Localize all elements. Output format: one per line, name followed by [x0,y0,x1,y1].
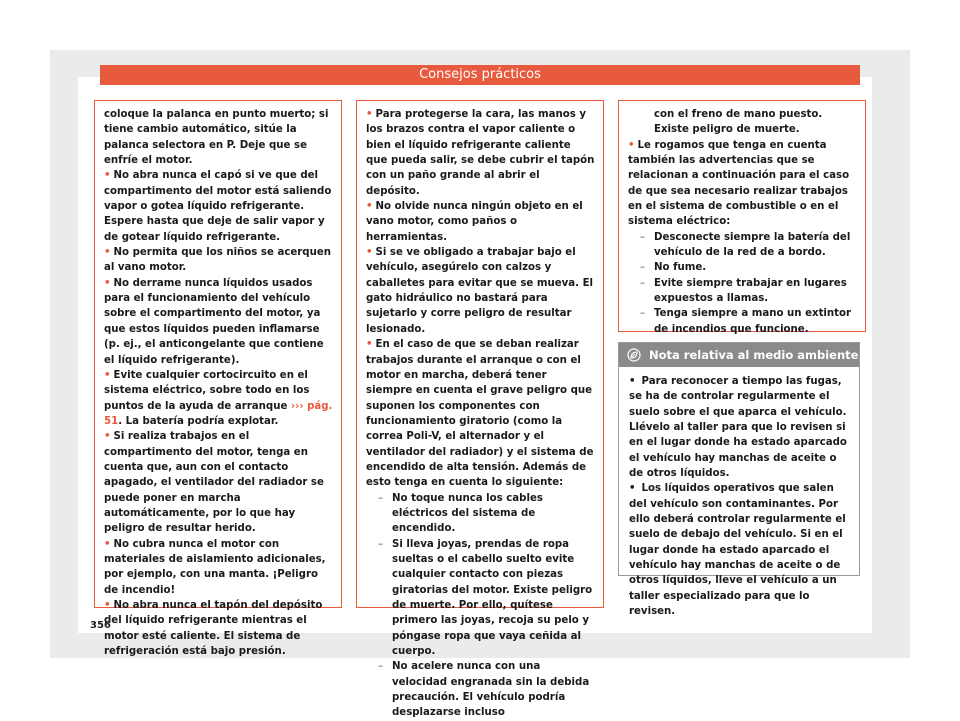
list-item: • No abra nunca el capó si ve que del compartimento del motor está saliendo vapor o gotea líquido refrigerante. Espere hasta que deje de salir vapor y de gotear líquido refrigerante. [104,170,332,243]
list-item: • Si se ve obligado a trabajar bajo el vehículo, asegúrelo con calzos y caballetes para evitar que se mueva. El gato hidráulico no bastará para sujetarlo y corre peligro de resultar lesionado. [366,247,594,335]
note-title: Nota relativa al medio ambiente [649,348,859,362]
warning-column-2 [356,100,604,719]
note-header [619,343,859,367]
note-body [619,367,859,620]
bullet-icon: • [629,376,636,387]
continuation-text: con el freno de mano puesto. Existe peligro de muerte. [654,109,823,136]
bullet-icon: • [629,483,636,495]
sub-list-item: – No fume. [628,260,857,275]
sub-list-item: – Tenga siempre a mano un extintor de incendios que funcione. [640,308,852,335]
sub-list-item: – Evite siempre trabajar en lugares expuestos a llamas. [640,277,847,305]
list-item: • Para reconocer a tiempo las fugas, se ha de controlar regularmente el suelo sobre el que aparca el vehículo. Llévelo al taller para que lo revisen si en el lugar donde ha estado aparcado el vehículo hay manchas de aceite o de otros líquidos. [629,376,847,480]
list-item: • Evite cualquier cortocircuito en el sistema eléctrico, sobre todo en los puntos de la ayuda de arranque ››› pág. 51. La batería podría explotar. [104,369,333,427]
bullet-icon: • [366,109,373,120]
bullet-icon: • [104,170,111,182]
bullet-icon: • [104,277,111,289]
leaf-icon [627,348,641,362]
bullet-icon: • [104,431,111,443]
dash-icon: – [378,492,384,504]
list-item: • No permita que los niños se acerquen al vano motor. [104,247,331,274]
dash-icon: – [378,661,384,673]
sub-list-item: – No acelere nunca con una velocidad engranada sin la debida precaución. El vehículo podría desplazarse incluso [378,661,590,719]
dash-icon: – [640,262,646,274]
list-item: • En el caso de que se deban realizar trabajos durante el arranque o con el motor en marcha, deberá tener siempre en cuenta el grave peligro que suponen los componentes con funcionamiento giratorio (como la correa Poli-V, el alternador y el ventilador del radiador) y el sistema de encendido de alta tensión. Además de esto tenga en cuenta lo siguiente: [366,339,594,489]
list-item: • Si realiza trabajos en el compartimento del motor, tenga en cuenta que, aun con el contacto apagado, el ventilador del radiador se puede poner en marcha automáticamente, por lo que hay peligro de resultar herido. [104,431,324,535]
dash-icon: – [378,538,384,550]
section-header: Consejos prácticos [100,65,860,85]
dash-icon: – [640,277,646,289]
sub-list-item: – Desconecte siempre la batería del vehículo de la red de a bordo. [640,231,851,259]
bullet-icon: • [104,369,111,381]
bullet-icon: • [104,247,111,259]
list-item: • No derrame nunca líquidos usados para el funcionamiento del vehículo sobre el compartimento del motor, ya que estos líquidos pueden inflamarse (p. ej., el anticongelante que contiene el líquido refrigerante). [104,277,324,366]
list-item: • No cubra nunca el motor con materiales de aislamiento adicionales, por ejemplo, con una manta. ¡Peligro de incendio! [104,538,326,596]
dash-icon: – [640,231,646,243]
dash-icon: – [640,308,646,320]
bullet-icon: • [104,600,111,611]
lead-text: coloque la palanca en punto muerto; si tiene cambio automático, sitúe la palanca selectora en P. Deje que se enfríe el motor. [104,109,329,167]
sub-list-item: – No toque nunca los cables eléctricos del sistema de encendido. [378,492,543,535]
list-item: • Para protegerse la cara, las manos y los brazos contra el vapor caliente o bien el líquido refrigerante caliente que pueda salir, se debe cubrir el tapón con un paño grande al abrir el depósito. [366,109,595,197]
bullet-icon: • [366,201,373,213]
bullet-icon: • [366,339,373,351]
bullet-icon: • [366,247,373,259]
environment-note [618,342,860,618]
bullet-icon: • [104,538,111,550]
page-number: 356 [90,620,111,631]
sub-list-item: – Si lleva joyas, prendas de ropa sueltas o el cabello suelto evite cualquier contacto con piezas giratorias del motor. Existe peligro de muerte. Por ello, quítese primero las joyas, recoja su pelo y póngase ropa que vaya ceñida al cuerpo. [378,538,593,658]
list-item: • Le rogamos que tenga en cuenta también las advertencias que se relacionan a continuación para el caso de que sea necesario realizar trabajos en el sistema de combustible o en el sistema eléctrico: [628,139,850,228]
bullet-icon: • [628,139,635,151]
list-item: • No abra nunca el tapón del depósito del líquido refrigerante mientras el motor esté caliente. El sistema de refrigeración está bajo presión. [104,600,323,658]
list-item: • Los líquidos operativos que salen del vehículo son contaminantes. Por ello deberá controlar regularmente el suelo de debajo del vehículo. Si en el lugar donde ha estado aparcado el vehículo hay manchas de aceite o de otros líquidos, lleve el vehículo a un taller especializado para que lo revisen. [629,483,846,618]
list-item: • No olvide nunca ningún objeto en el vano motor, como paños o herramientas. [366,201,583,243]
warning-column-3 [618,100,866,335]
page-reference-link[interactable]: ››› pág. 51 [104,400,333,427]
